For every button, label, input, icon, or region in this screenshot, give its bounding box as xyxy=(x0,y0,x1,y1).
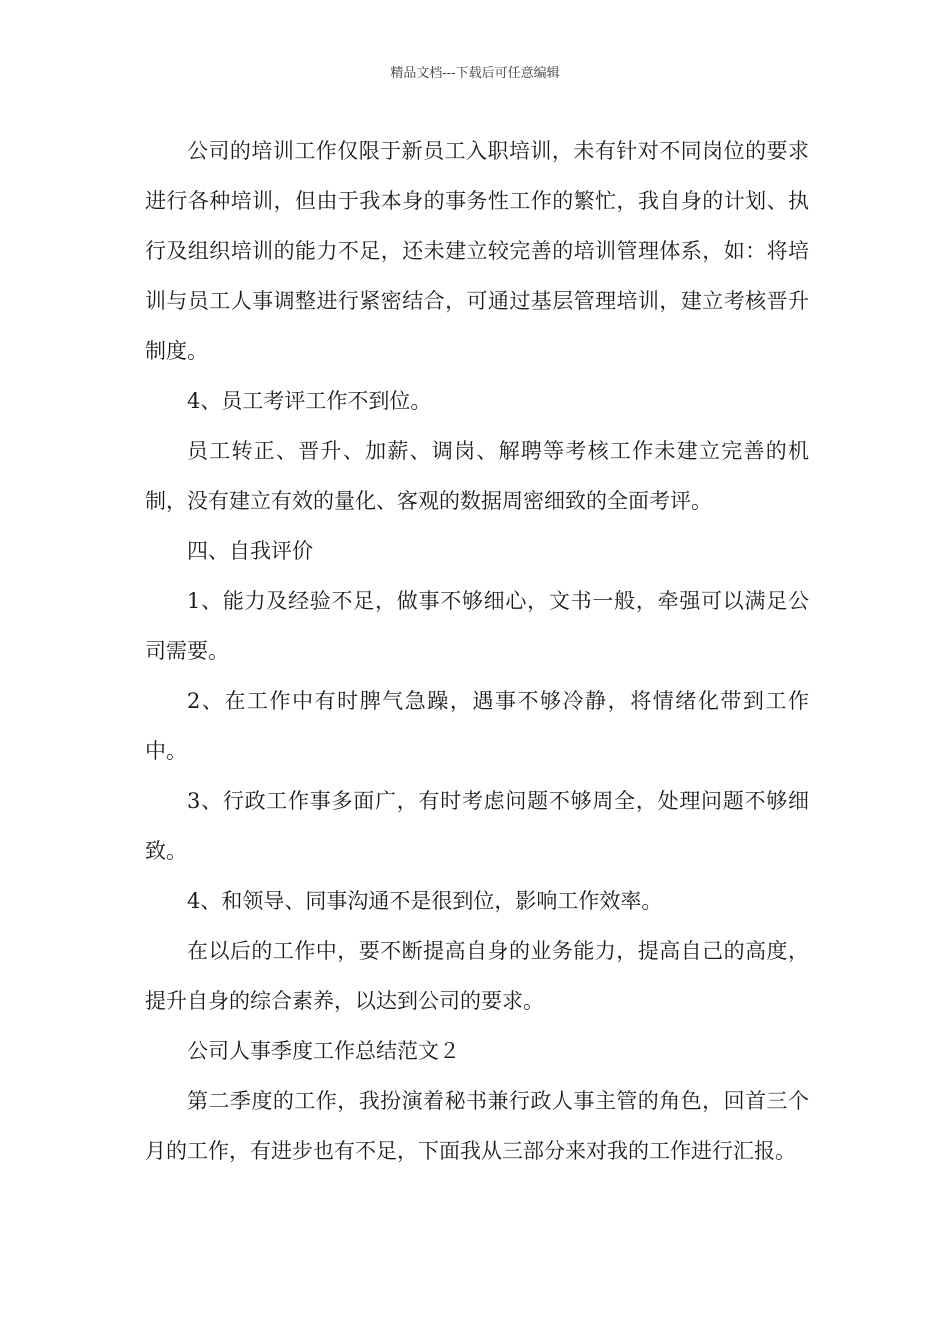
paragraph-heading-evaluation: 4、员工考评工作不到位。 xyxy=(187,389,432,413)
paragraph-item-1: 1、能力及经验不足，做事不够细心，文书一般，牵强可以满足公司需要。 xyxy=(145,589,809,663)
paragraph-q2-intro: 第二季度的工作，我扮演着秘书兼行政人事主管的角色，回首三个月的工作，有进步也有不足，下面我从三部分来对我的工作进行汇报。 xyxy=(145,1089,809,1163)
paragraph-item-4: 4、和领导、同事沟通不是很到位，影响工作效率。 xyxy=(187,889,663,913)
paragraph-training: 公司的培训工作仅限于新员工入职培训，未有针对不同岗位的要求进行各种培训，但由于我本身的事务性工作的繁忙，我自身的计划、执行及组织培训的能力不足，还未建立较完善的培训管理体系，如：将培训与员工人事调整进行紧密结合，可通过基层管理培训，建立考核晋升制度。 xyxy=(145,139,809,363)
paragraph-item-2: 2、在工作中有时脾气急躁，遇事不够冷静，将情绪化带到工作中。 xyxy=(145,689,809,763)
paragraph-item-3: 3、行政工作事多面广，有时考虑问题不够周全，处理问题不够细致。 xyxy=(145,789,809,863)
document-body xyxy=(145,126,809,1176)
article-title-2: 公司人事季度工作总结范文２ xyxy=(187,1039,460,1063)
paragraph-future: 在以后的工作中，要不断提高自身的业务能力，提高自己的高度，提升自身的综合素养，以达到公司的要求。 xyxy=(145,939,809,1013)
page-header: 精品文档---下载后可任意编辑 xyxy=(390,66,560,81)
paragraph-evaluation: 员工转正、晋升、加薪、调岗、解聘等考核工作未建立完善的机制，没有建立有效的量化、客观的数据周密细致的全面考评。 xyxy=(145,439,809,513)
section-heading-self-evaluation: 四、自我评价 xyxy=(187,539,313,563)
